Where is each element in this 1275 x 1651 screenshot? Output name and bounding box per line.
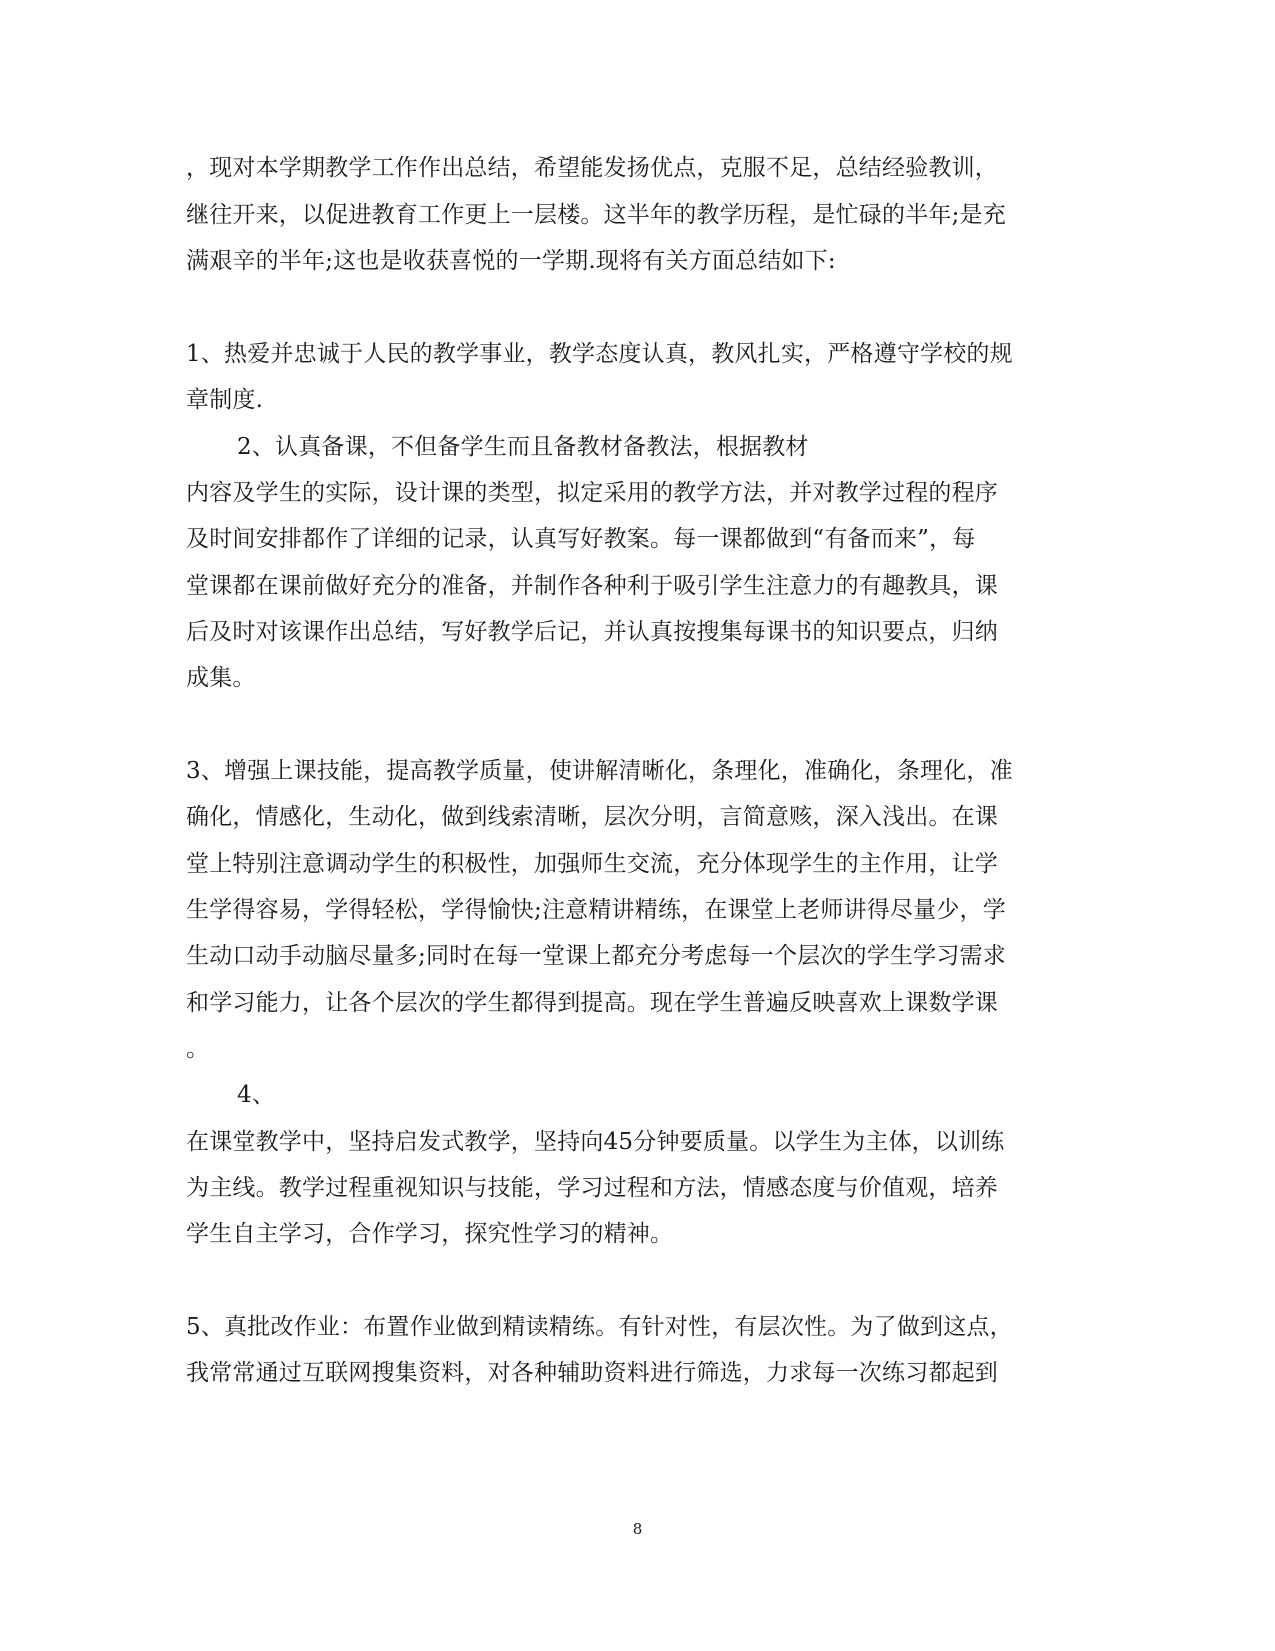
text-line: 生动口动手动脑尽量多;同时在每一堂课上都充分考虑每一个层次的学生学习需求 [186,943,1006,969]
page-number: 8 [632,1520,643,1538]
text-line: 确化，情感化，生动化，做到线索清晰，层次分明，言简意赅，深入浅出。在课 [186,804,998,830]
text-line: 生学得容易，学得轻松，学得愉快;注意精讲精练，在课堂上老师讲得尽量少，学 [186,897,1006,923]
text-line: 4、 [237,1082,276,1108]
text-line: 。 [186,1036,210,1062]
text-line: 满艰辛的半年;这也是收获喜悦的一学期.现将有关方面总结如下: [186,248,836,274]
text-line: 在课堂教学中，坚持启发式教学，坚持向45分钟要质量。以学生为主体，以训练 [186,1129,1005,1155]
text-line: 5、真批改作业：布置作业做到精读精练。有针对性，有层次性。为了做到这点， [186,1314,1013,1340]
text-line: 2、认真备课，不但备学生而且备教材备教法，根据教材 [237,434,809,460]
text-line: 学生自主学习，合作学习，探究性学习的精神。 [186,1221,674,1247]
text-line: 1、热爱并忠诚于人民的教学事业，教学态度认真，教风扎实，严格遵守学校的规 [186,341,1013,367]
text-line: 为主线。教学过程重视知识与技能，学习过程和方法，情感态度与价值观，培养 [186,1175,998,1201]
text-line: ，现对本学期教学工作作出总结，希望能发扬优点，克服不足，总结经验教训， [186,155,998,181]
text-line: 章制度. [186,387,264,413]
text-line: 继往开来，以促进教育工作更上一层楼。这半年的教学历程，是忙碌的半年;是充 [186,202,1006,228]
text-line: 堂课都在课前做好充分的准备，并制作各种利于吸引学生注意力的有趣教具，课 [186,573,998,599]
text-line: 堂上特别注意调动学生的积极性，加强师生交流，充分体现学生的主作用，让学 [186,851,998,877]
text-line: 后及时对该课作出总结，写好教学后记，并认真按搜集每课书的知识要点，归纳 [186,619,998,645]
text-line: 和学习能力，让各个层次的学生都得到提高。现在学生普遍反映喜欢上课数学课 [186,990,998,1016]
text-line: 3、增强上课技能，提高教学质量，使讲解清晰化，条理化，准确化，条理化，准 [186,758,1013,784]
text-line: 内容及学生的实际，设计课的类型，拟定采用的教学方法，并对教学过程的程序 [186,480,998,506]
text-line: 我常常通过互联网搜集资料，对各种辅助资料进行筛选，力求每一次练习都起到 [186,1360,998,1386]
text-line: 成集。 [186,665,256,691]
text-line: 及时间安排都作了详细的记录，认真写好教案。每一课都做到“有备而来”，每 [186,526,976,552]
